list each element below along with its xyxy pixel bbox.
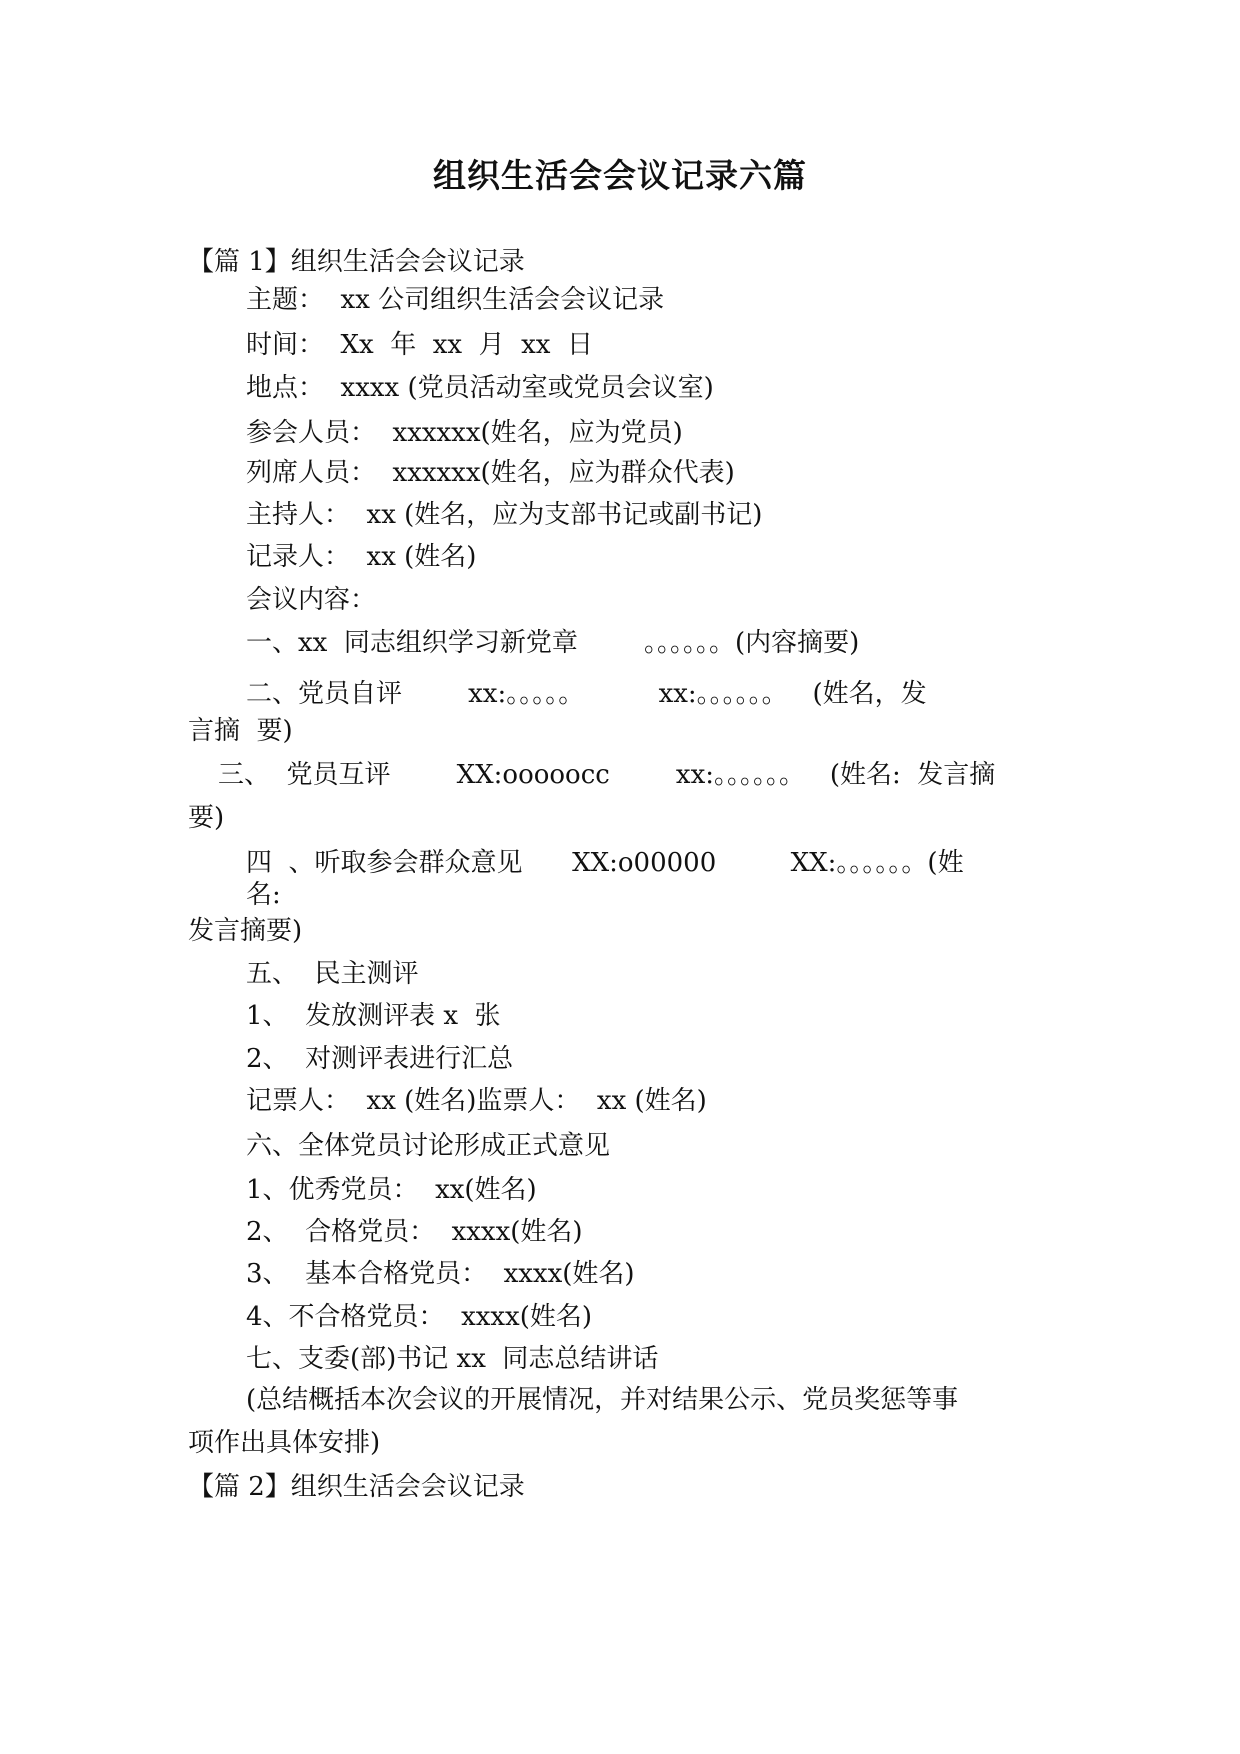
agenda-item-2-cont: 言摘 要) xyxy=(188,716,293,746)
time-line: 时间： Xx 年 xx 月 xx 日 xyxy=(246,330,594,360)
location-line: 地点： xxxx (党员活动室或党员会议室) xyxy=(246,373,714,403)
agenda-item-4-cont: 名: xyxy=(246,880,281,910)
agenda-item-4: 四 、听取参会群众意见 XX:o00000 XX:。。。。。。(姓 xyxy=(246,848,964,878)
agenda-item-4-cont2: 发言摘要) xyxy=(188,916,303,946)
vote-counter-line: 记票人： xx (姓名)监票人： xx (姓名) xyxy=(246,1086,707,1116)
observers-line: 列席人员： xxxxxx(姓名，应为群众代表) xyxy=(246,458,735,488)
summary-note: (总结概括本次会议的开展情况，并对结果公示、党员奖惩等事 xyxy=(246,1385,959,1415)
agenda-item-6-sub-3: 3、 基本合格党员： xxxx(姓名) xyxy=(246,1259,635,1289)
document-title: 组织生活会会议记录六篇 xyxy=(433,156,807,195)
agenda-item-6-sub-4: 4、不合格党员： xxxx(姓名) xyxy=(246,1302,593,1332)
section-heading-2: 【篇 2】组织生活会会议记录 xyxy=(188,1472,525,1502)
agenda-item-6: 六、全体党员讨论形成正式意见 xyxy=(246,1131,611,1161)
host-line: 主持人： xx (姓名，应为支部书记或副书记) xyxy=(246,500,763,530)
agenda-item-5: 五、 民主测评 xyxy=(246,959,419,989)
agenda-item-2: 二、党员自评 xx:。。。。。 xx:。。。。。。 (姓名，发 xyxy=(246,679,927,709)
agenda-item-3-cont: 要) xyxy=(188,803,225,833)
agenda-item-6-sub-2: 2、 合格党员： xxxx(姓名) xyxy=(246,1217,583,1247)
attendees-line: 参会人员： xxxxxx(姓名，应为党员) xyxy=(246,418,683,448)
recorder-line: 记录人： xx (姓名) xyxy=(246,542,477,572)
agenda-item-6-sub-1: 1、优秀党员： xx(姓名) xyxy=(246,1175,537,1205)
agenda-item-5-sub-1: 1、 发放测评表 x 张 xyxy=(246,1001,501,1031)
agenda-item-1: 一、xx 同志组织学习新党章 。。。。。。(内容摘要) xyxy=(246,628,860,658)
summary-note-cont: 项作出具体安排) xyxy=(188,1428,381,1458)
section-heading-1: 【篇 1】组织生活会会议记录 xyxy=(188,247,525,277)
agenda-item-7: 七、支委(部)书记 xx 同志总结讲话 xyxy=(246,1344,659,1374)
meeting-content-label: 会议内容： xyxy=(246,585,377,615)
topic-line: 主题： xx 公司组织生活会会议记录 xyxy=(246,285,665,315)
agenda-item-5-sub-2: 2、 对测评表进行汇总 xyxy=(246,1044,514,1074)
agenda-item-3: 三、 党员互评 XX:ooooocc xx:。。。。。。 (姓名: 发言摘 xyxy=(218,760,996,790)
